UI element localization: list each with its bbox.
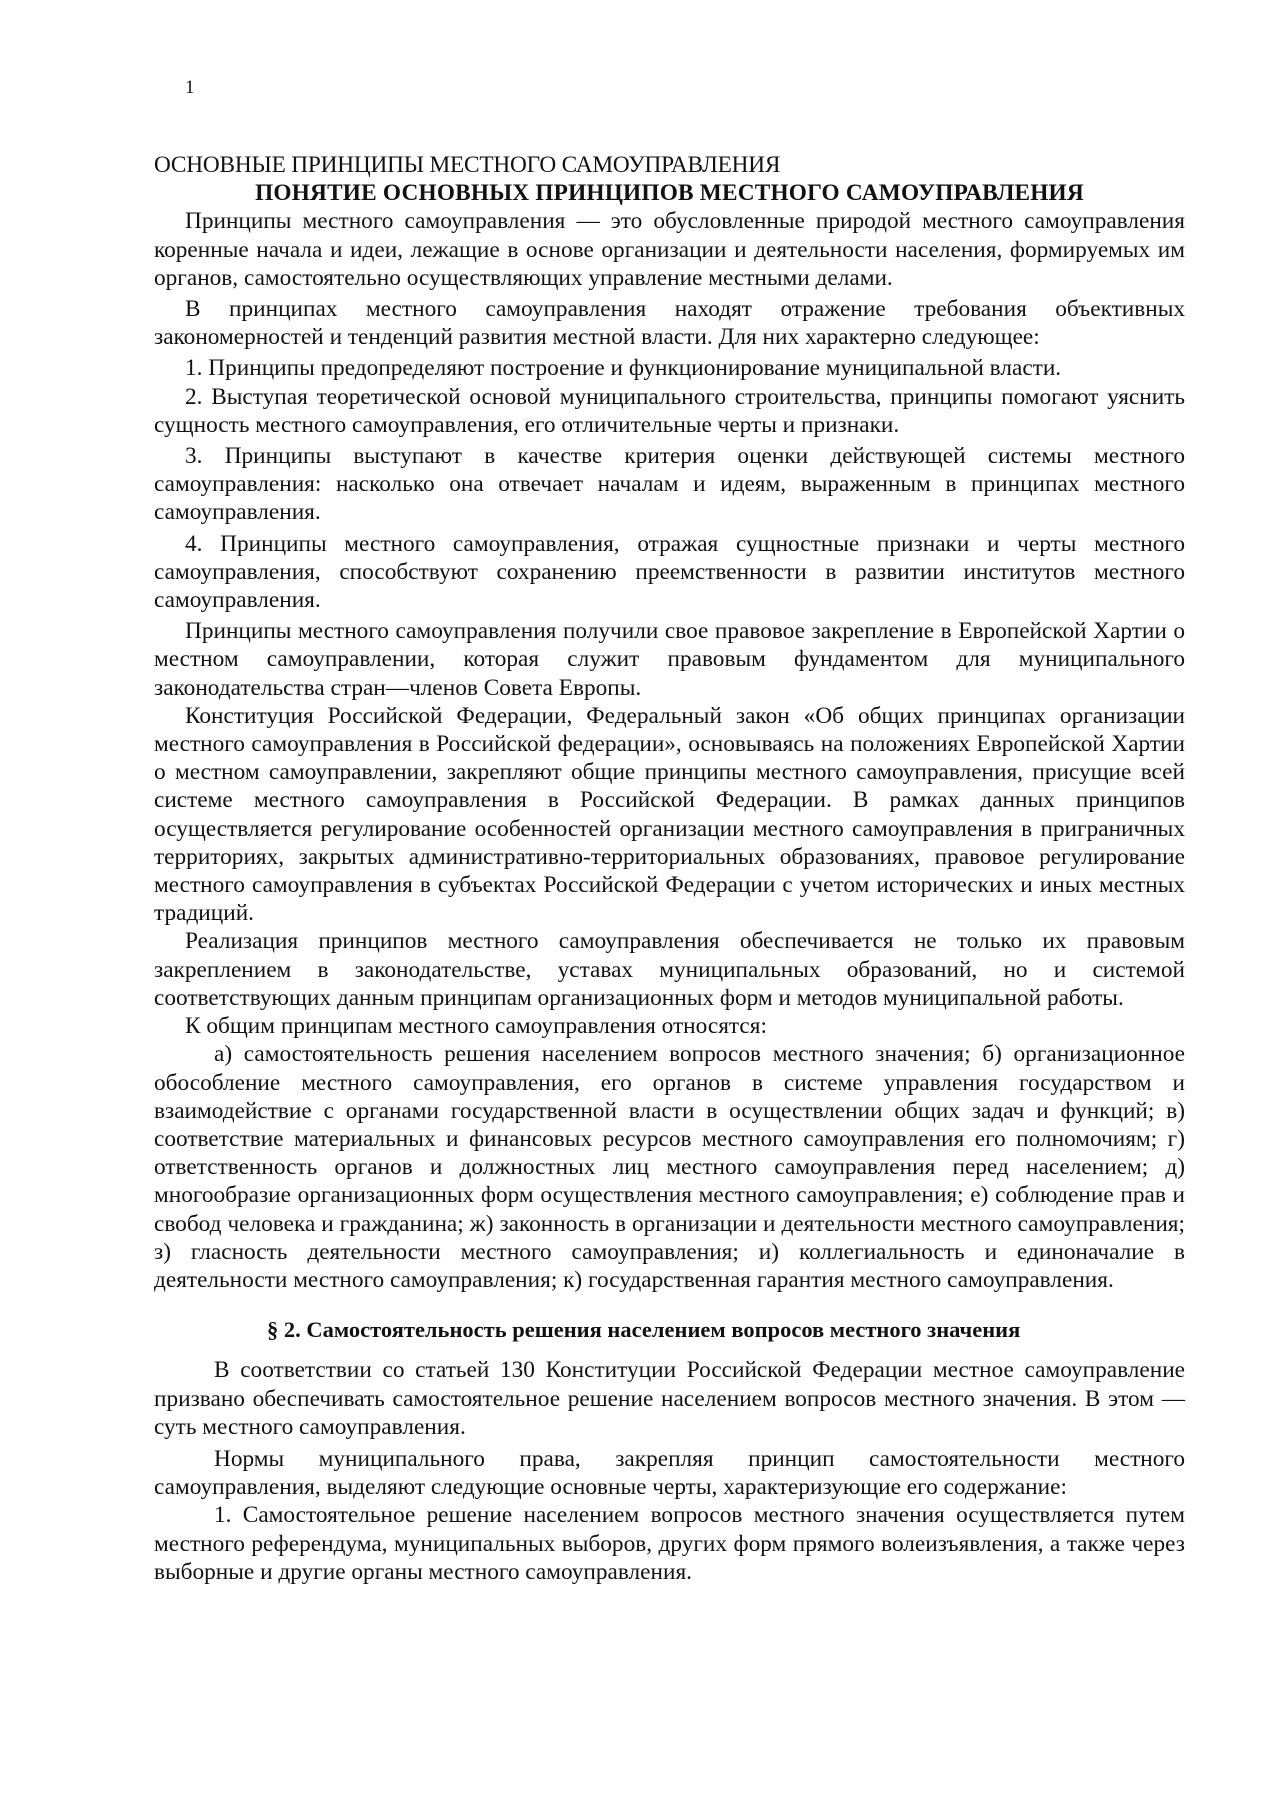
paragraph: 2. Выступая теоретической основой муниципального строительства, принципы помогают уяснить сущность местного самоуправления, его отличительные черты и признаки. [154,383,1185,438]
paragraph: В принципах местного самоуправления находят отражение требования объективных закономерностей и тенденций развития местной власти. Для них характерно следующее: [154,296,1185,351]
document-subtitle: ПОНЯТИЕ ОСНОВНЫХ ПРИНЦИПОВ МЕСТНОГО САМОУПРАВЛЕНИЯ [255,180,1084,207]
document-title: ОСНОВНЫЕ ПРИНЦИПЫ МЕСТНОГО САМОУПРАВЛЕНИЯ [154,152,781,178]
paragraph: Нормы муниципального права, закрепляя принцип самостоятельности местного самоуправления, выделяют следующие основные черты, характеризующие его содержание: [154,1445,1185,1501]
paragraph: 4. Принципы местного самоуправления, отражая сущностные признаки и черты местного самоуправления, способствуют сохранению преемственности в развитии институтов местного самоуправления. [154,530,1185,614]
document-body [154,151,1185,1586]
paragraph: 1. Принципы предопределяют построение и функционирование муниципальной власти. [185,355,1062,382]
paragraph: Принципы местного самоуправления получили свое правовое закрепление в Европейской Хартии о местном самоуправлении, которая служит правовым фундаментом для муниципального законодательства стран—членов Совета Европы. [154,618,1185,701]
paragraph: 3. Принципы выступают в качестве критерия оценки действующей системы местного самоуправления: насколько она отвечает началам и идеям, выраженным в принципах местного самоуправления. [154,443,1185,526]
paragraph: В соответствии со статьей 130 Конституции Российской Федерации местное самоуправление призвано обеспечивать самостоятельное решение населением вопросов местного значения. В этом — суть местного самоуправления. [154,1357,1185,1440]
page-number: 1 [185,77,195,98]
paragraph: Реализация принципов местного самоуправления обеспечивается не только их правовым закреплением в законодательстве, уставах муниципальных образований, но и системой соответствующих данным принципам организационных форм и методов муниципальной работы. [154,928,1185,1011]
principles-list-paragraph: а) самостоятельность решения населением вопросов местного значения; б) организационное обособление местного самоуправления, его органов в системе управления государством и взаимодействие с органами государственной власти в осуществлении общих задач и функций; в) соответствие материальных и финансовых ресурсов местного самоуправления его полномочиям; г) ответственность органов и должностных лиц местного самоуправления перед населением; д) многообразие организационных форм осуществления местного самоуправления; е) соблюдение прав и свобод человека и гражданина; ж) законность в организации и деятельности местного самоуправления; з) гласность деятельности местного самоуправления; и) коллегиальность и единоначалие в деятельности местного самоуправления; к) государственная гарантия местного самоуправления. [154,1041,1185,1293]
paragraph: 1. Самостоятельное решение населением вопросов местного значения осуществляется путем местного референдума, муниципальных выборов, других форм прямого волеизъявления, а также через выборные и другие органы местного самоуправления. [154,1502,1185,1585]
paragraph: Принципы местного самоуправления — это обусловленные природой местного самоуправления коренные начала и идеи, лежащие в основе организации и деятельности населения, формируемых им органов, самостоятельно осуществляющих управление местными делами. [154,208,1185,291]
paragraph: К общим принципам местного самоуправления относятся: [185,1013,767,1040]
paragraph: Конституция Российской Федерации, Федеральный закон «Об общих принципах организации местного самоуправления в Российской федерации», основываясь на положениях Европейской Хартии о местном самоуправлении, закрепляют общие принципы местного самоуправления, присущие всей системе местного самоуправления в Российской Федерации. В рамках данных принципов осуществляется регулирование особенностей организации местного самоуправления в приграничных территориях, закрытых административно-территориальных образованиях, правовое регулирование местного самоуправления в субъектах Российской Федерации с учетом исторических и иных местных традиций. [154,702,1185,927]
section-heading: § 2. Самостоятельность решения населением вопросов местного значения [267,1317,1021,1343]
